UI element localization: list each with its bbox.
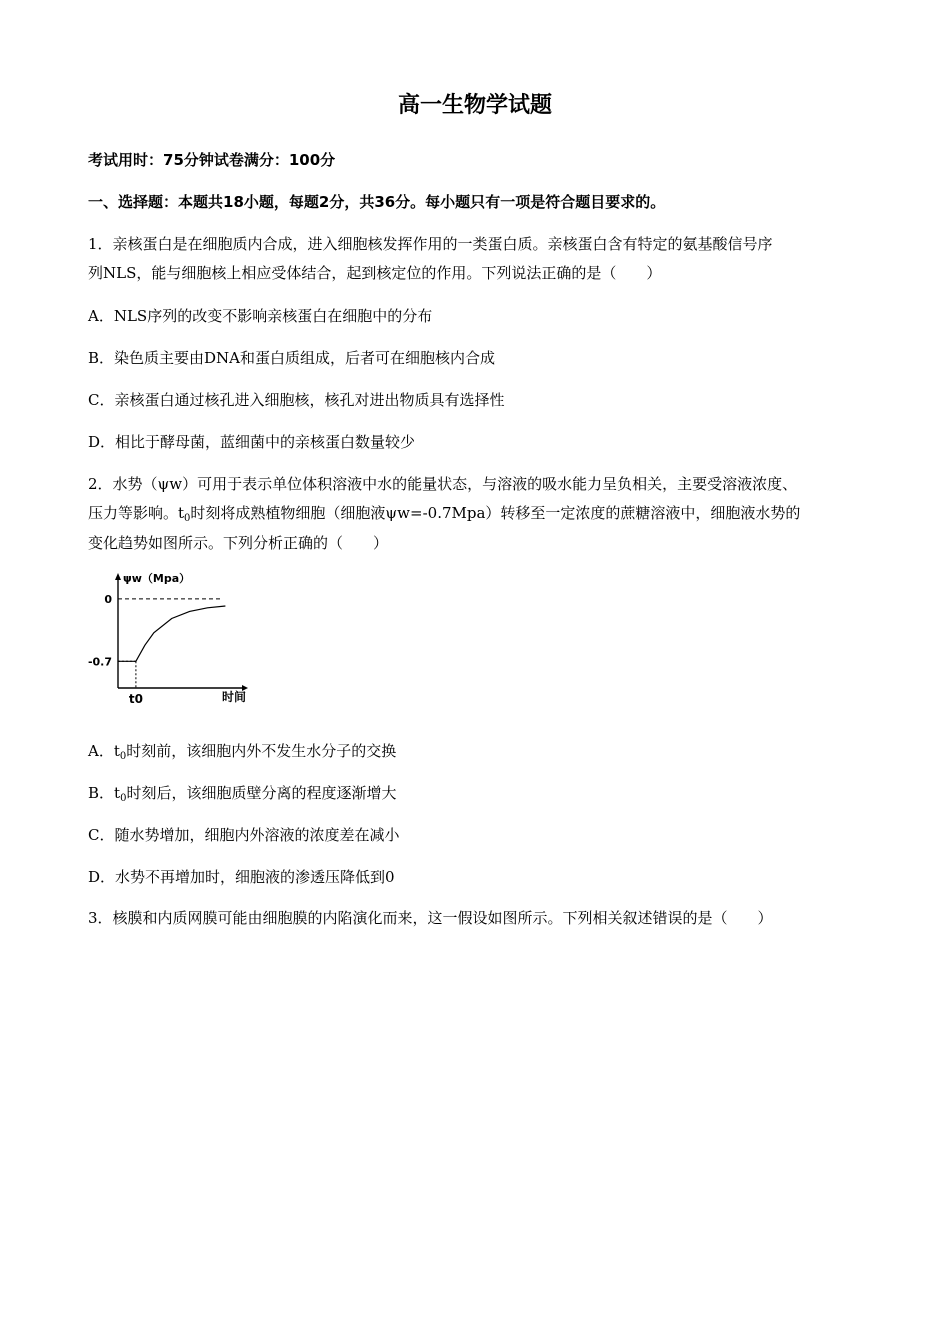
q2-option-b-post: 时刻后，该细胞质壁分离的程度逐渐增大 [126,784,397,802]
q2-stem-line2-sub: 0 [184,513,191,524]
x-tick-t0: t0 [128,692,143,706]
page-title: 高一生物学试题 [397,93,552,118]
q3-stem: 3．核膜和内质网膜可能由细胞膜的内陷演化而来，这一假设如图所示。下列相关叙述错误的是（ ） [88,909,773,927]
q2-stem-line2-post: 时刻将成熟植物细胞（细胞液ψw=-0.7Mpa）转移至一定浓度的蔗糖溶液中，细胞液水势的 [190,504,801,522]
q1-option-b: B．染色质主要由DNA和蛋白质组成，后者可在细胞核内合成 [88,349,496,367]
y-tick-minus07: -0.7 [87,655,112,669]
q2-stem-line2 [88,502,878,530]
q2-option-c: C．随水势增加，细胞内外溶液的浓度差在减小 [88,826,400,844]
q2-option-b-sub: 0 [120,793,127,804]
q1-option-a: A．NLS序列的改变不影响亲核蛋白在细胞中的分布 [88,307,433,325]
q1-stem-line2: 列NLS，能与细胞核上相应受体结合，起到核定位的作用。下列说法正确的是（ ） [88,264,662,282]
q2-option-a [88,740,878,768]
y-axis-label: ψw（Mpa） [123,572,191,585]
q2-option-a-sub: 0 [119,751,127,762]
q2-option-a-pre: A．t [88,742,120,760]
exam-info: 考试用时：75分钟试卷满分：100分 [88,151,336,169]
q1-stem-line1: 1．亲核蛋白是在细胞质内合成，进入细胞核发挥作用的一类蛋白质。亲核蛋白含有特定的氨基酸信号序 [88,235,773,253]
q2-stem-line3: 变化趋势如图所示。下列分析正确的（ ） [88,534,389,552]
q2-stem-line2-pre: 压力等影响。t [88,504,185,522]
q1-option-c: C．亲核蛋白通过核孔进入细胞核，核孔对进出物质具有选择性 [88,391,505,409]
series-line [118,606,225,661]
q2-option-b-pre: B．t [88,784,121,802]
y-tick-0: 0 [104,592,112,606]
x-axis-label: 时间 [221,690,246,704]
q1-option-d: D．相比于酵母菌，蓝细菌中的亲核蛋白数量较少 [88,433,416,451]
y-axis-arrow [115,573,121,580]
q2-option-b [88,782,878,810]
q2-stem-line1: 2．水势（ψw）可用于表示单位体积溶液中水的能量状态，与溶液的吸水能力呈负相关，主要受溶液浓度、 [88,475,798,493]
q2-option-d: D．水势不再增加时，细胞液的渗透压降低到0 [88,868,395,886]
q2-option-a-post: 时刻前，该细胞内外不发生水分子的交换 [126,742,397,760]
water-potential-chart [84,568,254,708]
section-heading: 一、选择题：本题共18小题，每题2分，共36分。每小题只有一项是符合题目要求的。 [88,193,666,211]
